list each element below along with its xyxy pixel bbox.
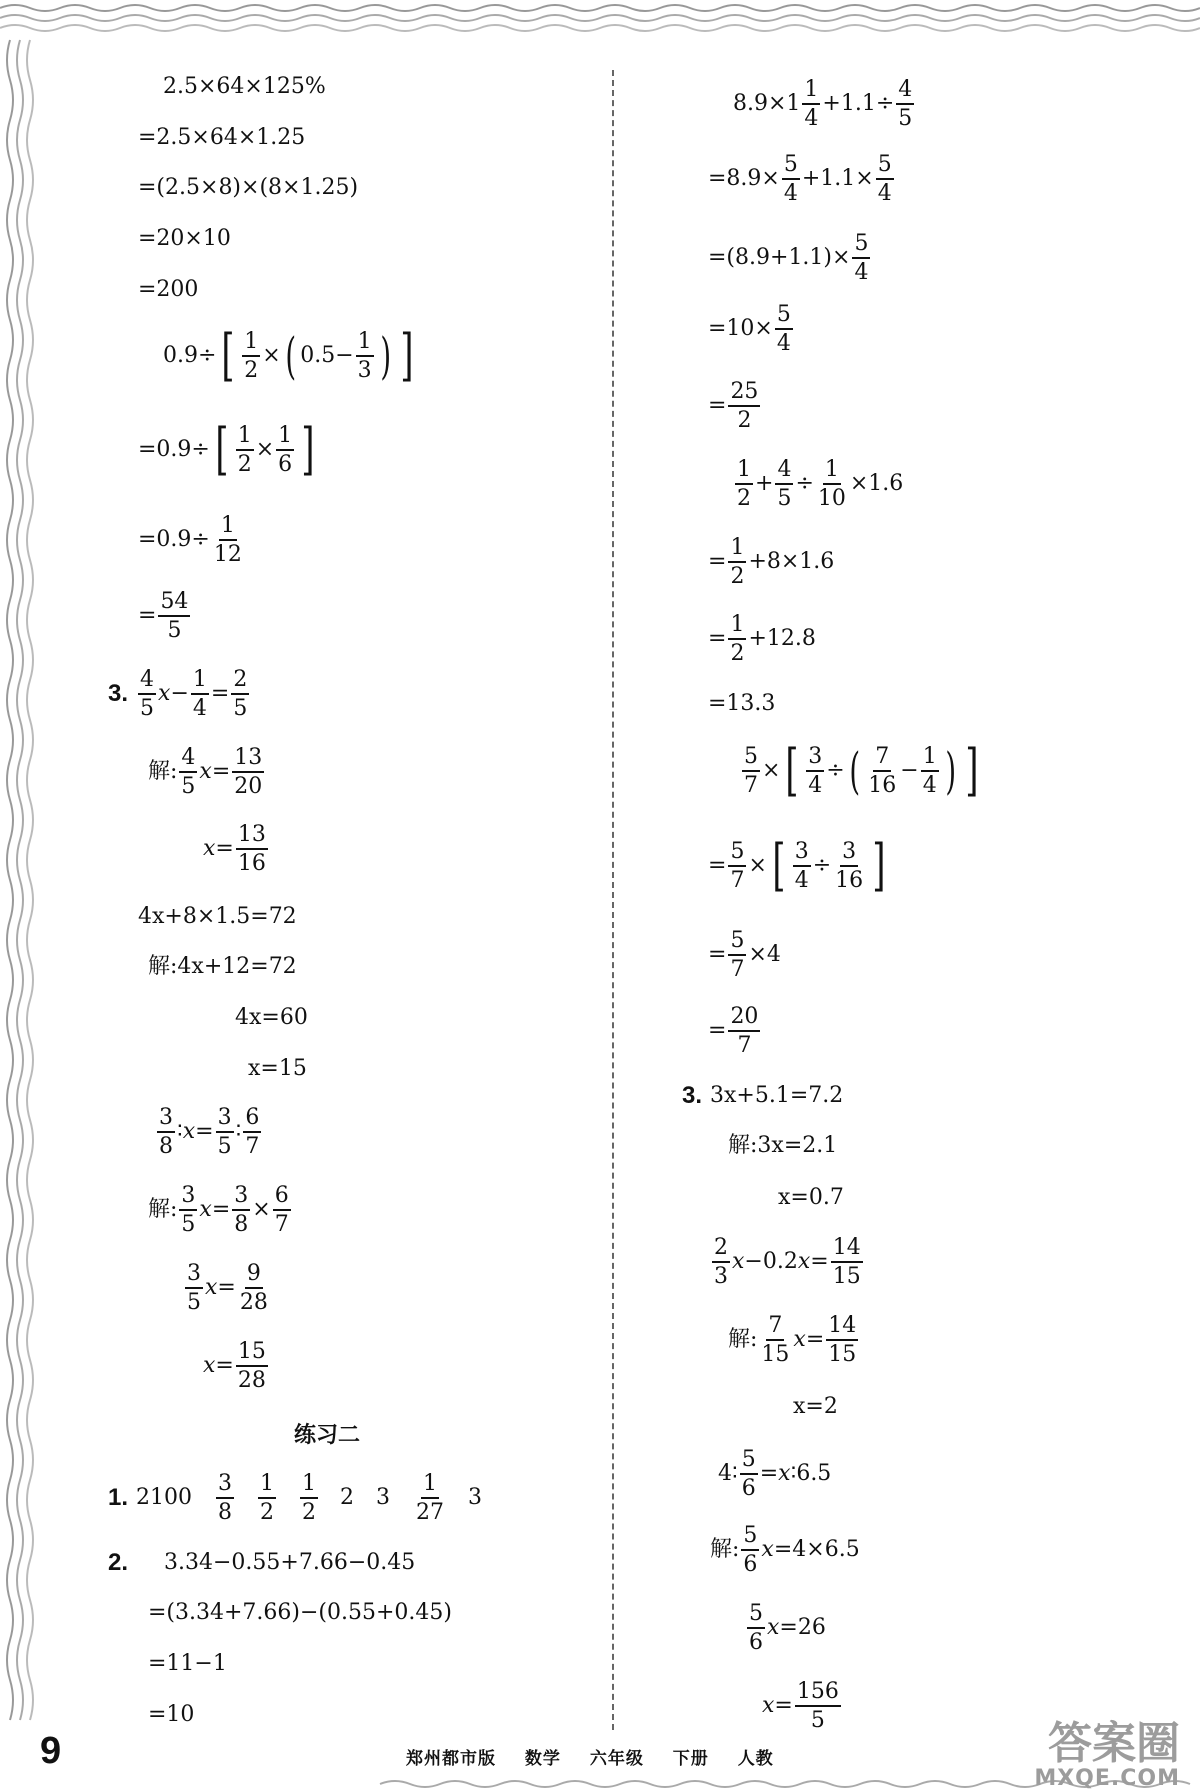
answer: 2100 bbox=[136, 1485, 193, 1511]
solve-label: 解: bbox=[148, 954, 178, 979]
footer-subject: 数学 bbox=[524, 1749, 561, 1769]
calc-line bbox=[148, 1704, 194, 1726]
calc-line: $\frac{2}{3}$ x −0.2 x = $\frac{14}{15}$ bbox=[714, 1235, 861, 1290]
text: x=15 bbox=[248, 1056, 307, 1081]
text: 2.5×64×125% bbox=[163, 74, 326, 99]
calc-line: = $\frac{5}{7}$ × [ $\frac{3}{4}$ ÷ $\frac{3}{16}$ ] bbox=[708, 832, 886, 898]
solve-label: 解: bbox=[728, 1327, 758, 1353]
calc-line bbox=[728, 1135, 837, 1157]
calc-line: x = $\frac{13}{16}$ bbox=[203, 822, 266, 877]
column-divider bbox=[612, 70, 614, 1730]
footer-info bbox=[406, 1744, 796, 1769]
problem-3-right bbox=[682, 1084, 843, 1108]
text: =200 bbox=[138, 277, 199, 302]
calc-line: $\frac{3}{8}$ ∶ x = $\frac{3}{5}$ ∶ $\frac{6}{7}$ bbox=[159, 1105, 260, 1160]
footer-publisher: 人教 bbox=[737, 1749, 774, 1769]
calc-line: =10× $\frac{5}{4}$ bbox=[708, 302, 791, 357]
footer-edition: 郑州都市版 bbox=[406, 1749, 496, 1769]
text: 3.34−0.55+7.66−0.45 bbox=[164, 1550, 416, 1575]
solve-label: 解: bbox=[710, 1537, 740, 1563]
calc-line bbox=[163, 76, 326, 98]
text: 4x=60 bbox=[235, 1005, 308, 1030]
calc-line: = $\frac{1}{2}$ +12.8 bbox=[708, 612, 816, 667]
calc-line: =(8.9+1.1)× $\frac{5}{4}$ bbox=[708, 231, 869, 286]
section-heading: 练习二 bbox=[294, 1423, 361, 1448]
calc-line bbox=[248, 1058, 307, 1080]
calc-line bbox=[138, 127, 305, 149]
calc-line bbox=[793, 1396, 838, 1418]
text: 3x=2.1 bbox=[757, 1133, 838, 1158]
calc-line: 解: $\frac{7}{15}$ x = $\frac{14}{15}$ bbox=[728, 1313, 857, 1368]
text: x=0.7 bbox=[778, 1185, 844, 1210]
problem-number: 1. bbox=[108, 1484, 129, 1512]
problem-number: 3. bbox=[682, 1082, 703, 1109]
text: 4x+8×1.5=72 bbox=[138, 904, 297, 929]
calc-line: 0.9÷ [ $\frac{1}{2}$ × ( 0.5− $\frac{1}{3}$ ) ] bbox=[163, 322, 414, 388]
text: =11−1 bbox=[148, 1651, 227, 1676]
calc-line bbox=[138, 177, 358, 199]
page-number: 9 bbox=[40, 1730, 62, 1772]
exercise-1-answers: 1. 2100 $\frac{3}{8}$ $\frac{1}{2}$ $\frac{1}{2}$ 2 3 $\frac{1}{27}$ 3 bbox=[108, 1471, 483, 1526]
calc-line bbox=[148, 1653, 227, 1675]
calc-line bbox=[138, 228, 231, 250]
calc-line bbox=[148, 956, 297, 978]
calc-line: =0.9÷ [ $\frac{1}{2}$ × $\frac{1}{6}$ ] bbox=[138, 416, 315, 482]
calc-line: 4∶ $\frac{5}{6}$ = x ∶6.5 bbox=[718, 1447, 832, 1502]
text: =13.3 bbox=[708, 691, 776, 716]
calc-line: $\frac{1}{2}$ + $\frac{4}{5}$ ÷ $\frac{1}{10}$ ×1.6 bbox=[737, 457, 904, 512]
calc-line: =8.9× $\frac{5}{4}$ +1.1× $\frac{5}{4}$ bbox=[708, 152, 892, 207]
calc-line: 8.9×1 $\frac{1}{4}$ +1.1÷ $\frac{4}{5}$ bbox=[733, 77, 913, 132]
calc-line bbox=[708, 693, 775, 715]
calc-line: = $\frac{5}{7}$ ×4 bbox=[708, 928, 781, 983]
calc-line bbox=[148, 1602, 452, 1624]
decorative-wavy-border-top bbox=[0, 0, 1200, 44]
calc-line: =0.9÷ $\frac{1}{12}$ bbox=[138, 513, 242, 568]
calc-line: 解: $\frac{5}{6}$ x =4×6.5 bbox=[710, 1523, 860, 1578]
text: =20×10 bbox=[138, 226, 231, 251]
text: =2.5×64×1.25 bbox=[138, 125, 306, 150]
problem-number: 2. bbox=[108, 1549, 129, 1576]
problem-3-left: 3. $\frac{4}{5}$ x − $\frac{1}{4}$ = $\frac{2}{5}$ bbox=[108, 667, 248, 722]
exercise-2-line bbox=[108, 1551, 415, 1575]
text: 3x+5.1=7.2 bbox=[710, 1083, 844, 1108]
calc-line: 解: $\frac{3}{5}$ x = $\frac{3}{8}$ × $\frac{6}{7}$ bbox=[148, 1183, 289, 1238]
text: =(3.34+7.66)−(0.55+0.45) bbox=[148, 1600, 453, 1625]
calc-line: $\frac{5}{6}$ x =26 bbox=[749, 1601, 826, 1656]
answer: 3 bbox=[468, 1485, 483, 1511]
calc-line: = $\frac{25}{2}$ bbox=[708, 379, 759, 434]
watermark-top: 答案圈 bbox=[1048, 1718, 1180, 1769]
calc-line: x = $\frac{15}{28}$ bbox=[203, 1339, 266, 1394]
calc-line: x = $\frac{156}{5}$ bbox=[762, 1679, 839, 1734]
answer: 3 bbox=[376, 1485, 391, 1511]
solve-label: 解: bbox=[728, 1133, 758, 1158]
footer-volume: 下册 bbox=[672, 1749, 709, 1769]
calc-line bbox=[138, 906, 297, 928]
solve-label: 解: bbox=[148, 759, 178, 785]
calc-line bbox=[778, 1187, 844, 1209]
solve-label: 解: bbox=[148, 1197, 178, 1223]
calc-line bbox=[138, 279, 198, 301]
calc-line: $\frac{3}{5}$ x = $\frac{9}{28}$ bbox=[187, 1261, 268, 1316]
problem-number: 3. bbox=[108, 680, 129, 708]
footer-grade: 六年级 bbox=[589, 1749, 644, 1769]
calc-line: = $\frac{54}{5}$ bbox=[138, 589, 189, 644]
calc-line: = $\frac{20}{7}$ bbox=[708, 1004, 759, 1059]
calc-line: = $\frac{1}{2}$ +8×1.6 bbox=[708, 535, 835, 590]
calc-line: $\frac{5}{7}$ × [ $\frac{3}{4}$ ÷ ( $\frac{7}{16}$ − $\frac{1}{4}$ ) ] bbox=[744, 737, 979, 803]
text: =10 bbox=[148, 1702, 195, 1727]
text: x=2 bbox=[793, 1394, 838, 1419]
decorative-wavy-border-left bbox=[0, 0, 60, 1792]
answer: 2 bbox=[340, 1485, 355, 1511]
watermark-bottom: MXQE.COM bbox=[1034, 1766, 1180, 1791]
text: 4x+12=72 bbox=[177, 954, 297, 979]
text: =(2.5×8)×(8×1.25) bbox=[138, 175, 359, 200]
calc-line: 解: $\frac{4}{5}$ x = $\frac{13}{20}$ bbox=[148, 745, 263, 800]
watermark-logo bbox=[1034, 1718, 1180, 1791]
calc-line bbox=[235, 1007, 308, 1029]
